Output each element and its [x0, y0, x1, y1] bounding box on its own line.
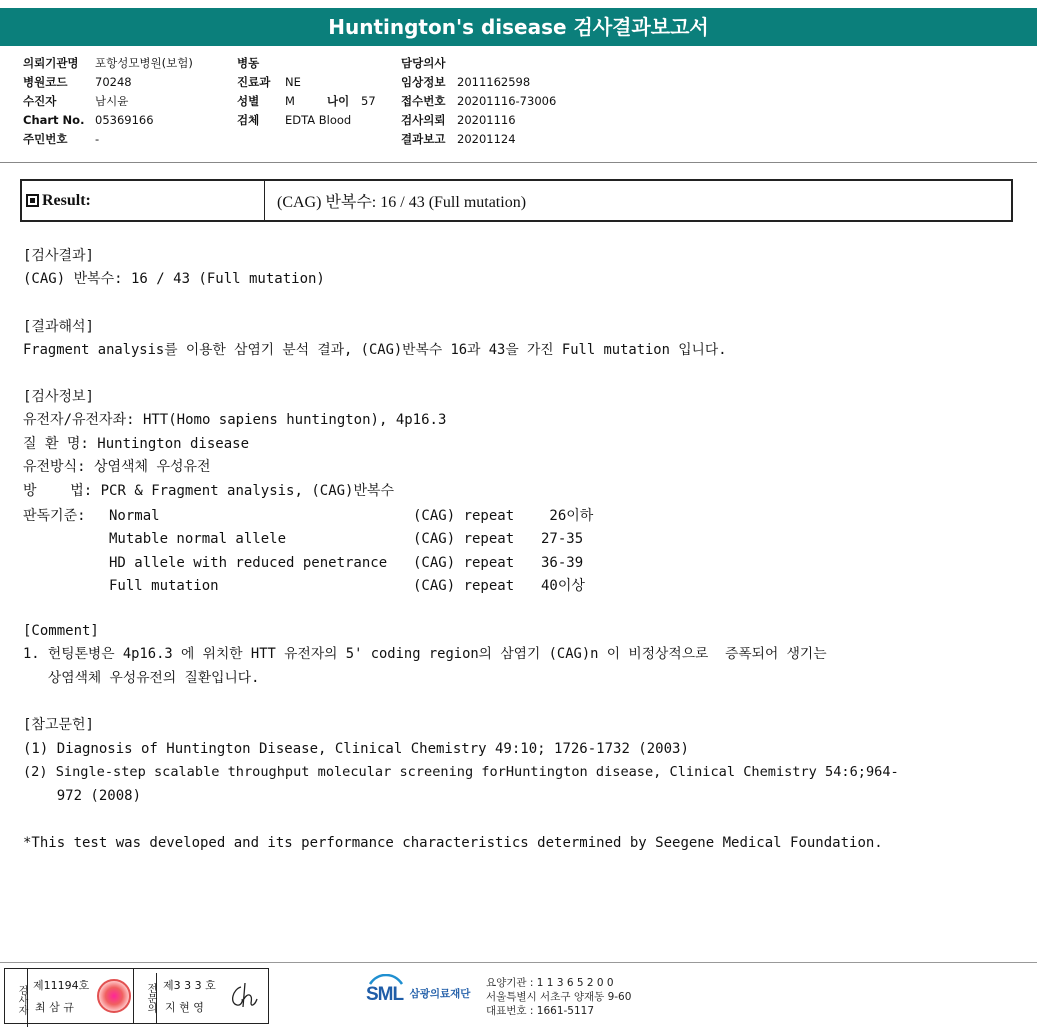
header-row	[401, 73, 556, 92]
header-row	[401, 130, 556, 149]
clinical-info-value: 2011162598	[457, 75, 531, 89]
department-value: NE	[285, 75, 301, 89]
header-row	[237, 73, 376, 92]
header-row	[401, 54, 556, 73]
sex-value: M	[285, 94, 295, 108]
criteria-repeat: (CAG) repeat	[413, 531, 515, 548]
criteria-range: 40이상	[541, 577, 585, 594]
header-col-1	[23, 54, 193, 149]
report-date-label: 결과보고	[401, 132, 446, 146]
sml-logo-text: SML	[366, 984, 404, 1005]
info-heading: [검사정보]	[23, 389, 94, 405]
info-method: 방 법: PCR & Fragment analysis, (CAG)반복수	[23, 483, 395, 499]
result-value: (CAG) 반복수: 16 / 43 (Full mutation)	[277, 194, 527, 211]
criteria-row	[23, 575, 593, 598]
result-box	[20, 179, 1013, 222]
specimen-value: EDTA Blood	[285, 113, 352, 127]
criteria-table	[23, 505, 593, 598]
hospital-code-label: 병원코드	[23, 75, 68, 89]
institution-code: 요양기관 : 1 1 3 6 5 2 0 0	[486, 977, 614, 989]
criteria-row	[23, 528, 593, 551]
result-label: Result:	[42, 191, 91, 209]
interpretation-text: Fragment analysis를 이용한 삼염기 분석 결과, (CAG)반복수 16과 43을 가진 Full mutation 입니다.	[23, 342, 727, 358]
reference-1: (1) Diagnosis of Huntington Disease, Clinical Chemistry 49:10; 1726-1732 (2003)	[23, 741, 689, 757]
info-inheritance: 유전방식: 상염색체 우성유전	[23, 459, 211, 475]
header-row	[401, 111, 556, 130]
address-line: 서울특별시 서초구 양재동 9-60	[486, 991, 632, 1003]
header-row	[237, 92, 376, 111]
signature-box	[4, 968, 269, 1024]
comment-line-1: 1. 헌팅톤병은 4p16.3 에 위치한 HTT 유전자의 5' coding region의 삼염기 (CAG)n 이 비정상적으로 증폭되어 생기는	[23, 646, 827, 662]
sml-logo	[366, 978, 471, 1005]
resident-no-value: -	[95, 132, 100, 146]
criteria-range: 27-35	[541, 531, 584, 548]
report-title: Huntington's disease 검사결과보고서	[0, 8, 1037, 46]
request-date-value: 20201116	[457, 113, 516, 127]
criteria-repeat: (CAG) repeat	[413, 554, 515, 571]
info-disease: 질 환 명: Huntington disease	[23, 436, 250, 452]
examiner-no: 제11194호	[33, 979, 90, 992]
header-row	[23, 111, 193, 130]
interpretation-heading: [결과해석]	[23, 319, 94, 335]
signature-icon	[227, 981, 261, 1011]
disclaimer: *This test was developed and its performance characteristics determined by Seegene Medical Foundation.	[23, 835, 883, 851]
institution-label: 의뢰기관명	[23, 56, 79, 70]
request-date-label: 검사의뢰	[401, 113, 446, 127]
criteria-name: Normal	[109, 508, 160, 524]
test-result-heading: [검사결과]	[23, 248, 94, 264]
criteria-range: 36-39	[541, 554, 584, 571]
physician-label: 담당의사	[401, 56, 446, 70]
test-result-text: (CAG) 반복수: 16 / 43 (Full mutation)	[23, 271, 325, 287]
institution-value: 포항성모병원(보험)	[95, 56, 193, 70]
age-label: 나이	[327, 94, 350, 108]
report-date-value: 20201124	[457, 132, 516, 146]
chart-no-value: 05369166	[95, 113, 154, 127]
criteria-range: 26이하	[541, 508, 594, 524]
department-label: 진료과	[237, 75, 271, 89]
header-row	[401, 92, 556, 111]
footer-divider	[0, 962, 1037, 963]
sml-logo-subtitle: 삼광의료재단	[409, 988, 471, 1000]
criteria-row	[23, 552, 593, 575]
info-gene: 유전자/유전자좌: HTT(Homo sapiens huntington), 4p16.3	[23, 412, 447, 428]
comment-line-2: 상염색체 우성유전의 질환입니다.	[23, 670, 260, 686]
receipt-no-value: 20201116-73006	[457, 94, 557, 108]
hospital-code-value: 70248	[95, 75, 132, 89]
criteria-repeat: (CAG) repeat	[413, 508, 515, 524]
patient-value: 남시윤	[95, 94, 129, 108]
square-bullet-icon	[26, 194, 39, 207]
doctor-name: 지 현 영	[165, 1001, 204, 1014]
examiner-name: 최 삼 규	[35, 1001, 74, 1014]
criteria-name: Mutable normal allele	[109, 531, 287, 548]
clinical-info-label: 임상정보	[401, 75, 446, 89]
reference-2-line-1: (2) Single-step scalable throughput molecular screening forHuntington disease, Clinical Chemistry 54:6;964-	[23, 764, 899, 780]
header-row	[23, 54, 193, 73]
resident-no-label: 주민번호	[23, 132, 68, 146]
examiner-column-label: 검사자	[5, 969, 28, 1027]
chart-no-label: Chart No.	[23, 113, 85, 127]
ward-label: 병동	[237, 56, 260, 70]
doctor-no: 제3 3 3 호	[163, 979, 216, 992]
doctor-column-label: 전문의	[134, 973, 157, 1023]
header-row	[23, 73, 193, 92]
criteria-row	[23, 505, 593, 528]
patient-label: 수진자	[23, 94, 57, 108]
specimen-label: 검체	[237, 113, 260, 127]
sex-label: 성별	[237, 94, 260, 108]
criteria-name: HD allele with reduced penetrance	[109, 554, 388, 571]
header-row	[237, 54, 376, 73]
receipt-no-label: 접수번호	[401, 94, 446, 108]
header-row	[23, 92, 193, 111]
result-label-cell	[22, 181, 265, 220]
criteria-label: 판독기준:	[23, 508, 86, 524]
reference-2-line-2: 972 (2008)	[23, 788, 142, 804]
header-col-2	[237, 54, 376, 130]
phone-line: 대표번호 : 1661-5117	[486, 1005, 595, 1017]
criteria-name: Full mutation	[109, 577, 219, 594]
header-col-3	[401, 54, 556, 149]
references-heading: [참고문헌]	[23, 717, 94, 733]
header-divider	[0, 162, 1037, 163]
header-row	[237, 111, 376, 130]
comment-heading: [Comment]	[23, 623, 99, 639]
age-value: 57	[361, 94, 376, 108]
footer-address	[486, 976, 631, 1018]
header-row	[23, 130, 193, 149]
criteria-repeat: (CAG) repeat	[413, 577, 515, 594]
